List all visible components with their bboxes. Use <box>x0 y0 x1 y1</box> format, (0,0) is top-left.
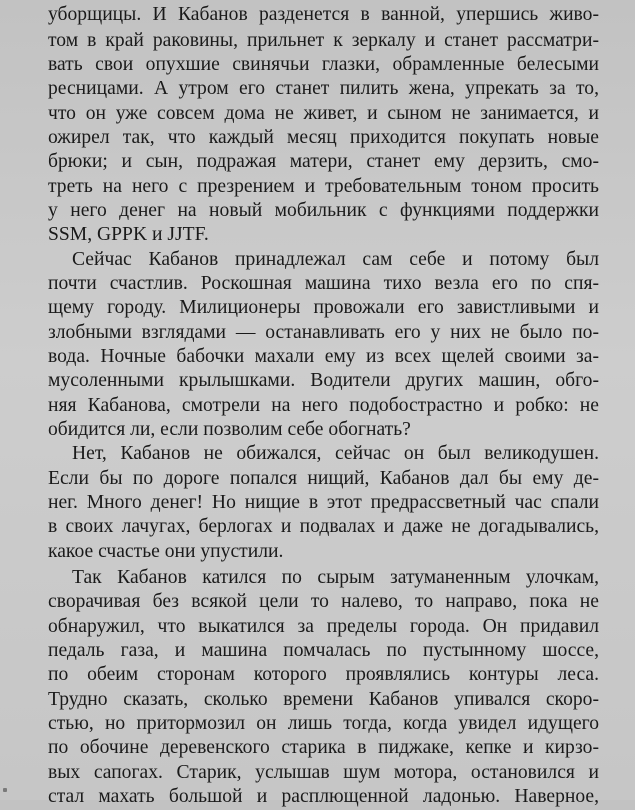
text-line: в своих лачугах, берлогах и подвалах и даже не догадывались, <box>48 516 599 537</box>
text-line: щему городу. Милиционеры провожали его завистливыми и <box>48 297 599 318</box>
text-line: том в край раковины, прильнет к зеркалу и станет рассматри- <box>48 30 599 51</box>
text-line: нег. Много денег! Но нищие в этот предрассветный час спали <box>48 492 599 513</box>
text-line: вода. Ночные бабочки махали ему из всех щелей своими за- <box>48 346 599 367</box>
text-line: обидится ли, если позволим себе обогнать? <box>48 419 411 440</box>
text-line: брюки; и сын, подражая матери, станет ему дерзить, смо- <box>48 151 599 172</box>
text-line: няя Кабанова, смотрели на него подобострастно и робко: не <box>48 395 599 416</box>
text-line: треть на него с презрением и требовательным тоном просить <box>48 176 599 197</box>
paragraph-first-line: Нет, Кабанов не обижался, сейчас он был великодушен. <box>72 443 599 464</box>
text-line: уборщицы. И Кабанов разденется в ванной, упершись живо- <box>48 4 599 25</box>
text-line: по обочине деревенского старика в пиджаке, кепке и кирзо- <box>48 737 599 758</box>
text-line: Трудно сказать, сколько времени Кабанов упивался скоро- <box>48 689 599 710</box>
text-line: у него денег на новый мобильник с функциями поддержки <box>48 200 599 221</box>
text-line: SSM, GPPK и JJTF. <box>48 224 209 245</box>
scan-mark <box>3 788 7 792</box>
text-line: вать свои опухшие свинячьи глазки, обрамленные белесыми <box>48 54 599 75</box>
text-line: ожирел так, что каждый месяц приходится покупать новые <box>48 127 599 148</box>
text-line: педаль газа, и машина помчалась по пустынному шоссе, <box>48 640 599 661</box>
text-line: злобными взглядами — останавливать его у них не было по- <box>48 322 599 343</box>
text-line: сворачивая без всякой цели то налево, то направо, пока не <box>48 591 599 612</box>
text-line: мусоленными крылышками. Водители других машин, обго- <box>48 370 599 391</box>
text-line: Если бы по дороге попался нищий, Кабанов дал бы ему де- <box>48 468 599 489</box>
paragraph-first-line: Так Кабанов катился по сырым затуманенным улочкам, <box>72 567 599 588</box>
paragraph-first-line: Сейчас Кабанов принадлежал сам себе и потому был <box>72 249 599 270</box>
text-line: стью, но притормозил он лишь тогда, когда увидел идущего <box>48 713 599 734</box>
text-line: вых сапогах. Старик, услышав шум мотора, остановился и <box>48 762 599 783</box>
text-line: ресницами. А утром его станет пилить жена, упрекать за то, <box>48 78 599 99</box>
text-line: какое счастье они упустили. <box>48 541 284 562</box>
text-line: почти счастлив. Роскошная машина тихо везла его по спя- <box>48 273 599 294</box>
text-line: по обеим сторонам которого проявлялись контуры леса. <box>48 664 599 685</box>
text-line: что он уже совсем дома не живет, и сыном не занимается, и <box>48 103 599 124</box>
text-line: обнаружил, что выкатился за пределы города. Он придавил <box>48 616 599 637</box>
text-line: стал махать большой и расплющенной ладонью. Наверное, <box>48 786 599 807</box>
